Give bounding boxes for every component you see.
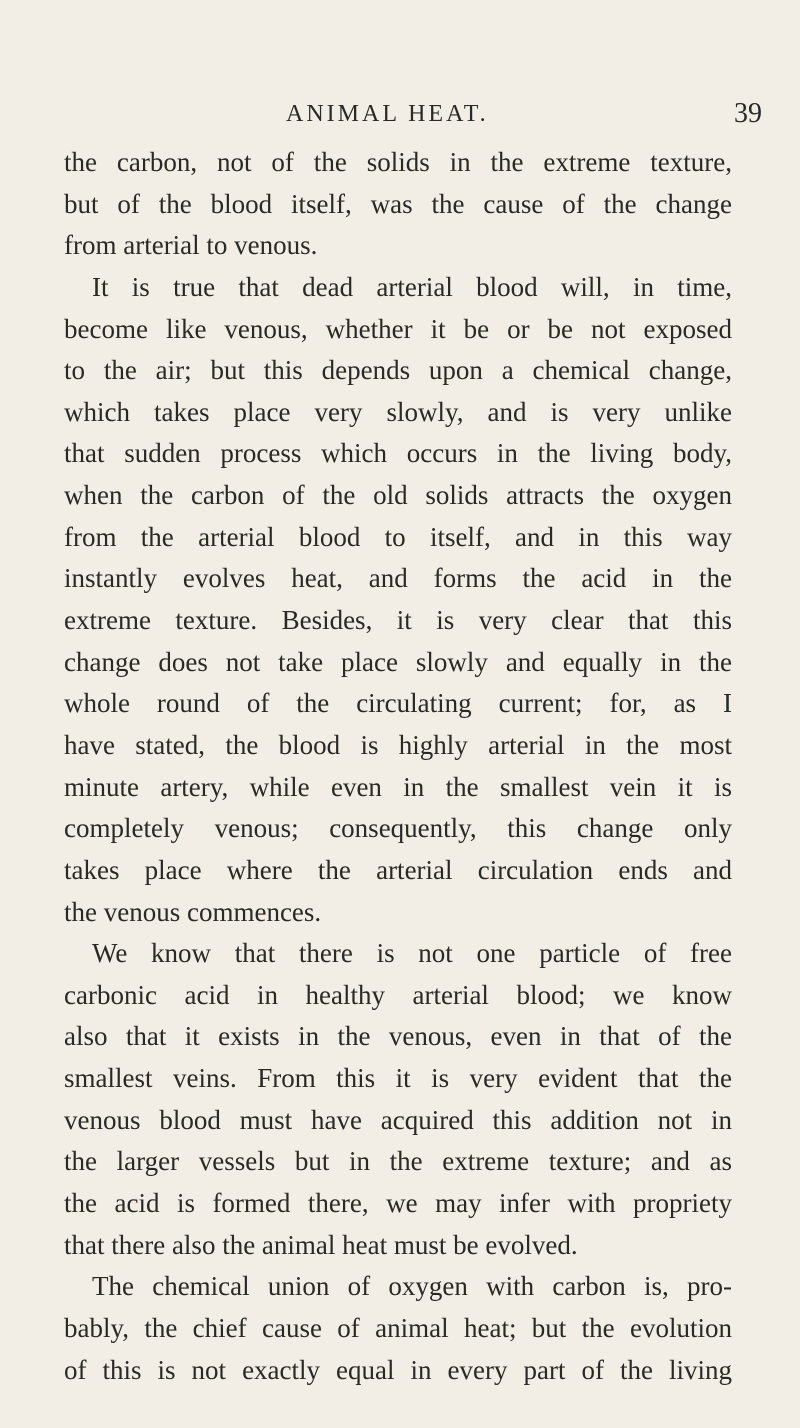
text-line: the carbon, not of the solids in the extreme texture,	[64, 147, 732, 177]
text-line: the acid is formed there, we may infer with propriety	[64, 1188, 732, 1219]
text-line: when the carbon of the old solids attracts the oxygen	[64, 480, 732, 511]
text-line: the venous commences.	[64, 896, 322, 927]
text-line: but of the blood itself, was the cause of the change	[64, 188, 732, 219]
text-line: that sudden process which occurs in the living body,	[64, 438, 732, 469]
page-number: 39	[734, 98, 762, 129]
paragraph-start-line: We know that there is not one particle of free	[92, 938, 732, 969]
text-line: change does not take place slowly and equally in the	[64, 646, 732, 677]
text-line: carbonic acid in healthy arterial blood; we know	[64, 979, 732, 1010]
text-line: minute artery, while even in the smallest vein it is	[64, 771, 732, 802]
text-line: that there also the animal heat must be evolved.	[64, 1229, 578, 1260]
body-text	[64, 142, 732, 1391]
running-head-title: ANIMAL HEAT.	[286, 101, 489, 127]
text-line: which takes place very slowly, and is very unlike	[64, 396, 732, 427]
text-line: completely venous; consequently, this change only	[64, 813, 732, 844]
text-line: venous blood must have acquired this addition not in	[64, 1104, 732, 1135]
text-line: smallest veins. From this it is very evident that the	[64, 1063, 732, 1094]
text-line: also that it exists in the venous, even in that of the	[64, 1021, 732, 1052]
text-line: become like venous, whether it be or be not exposed	[64, 313, 732, 344]
text-line: bably, the chief cause of animal heat; but the evolution	[64, 1312, 732, 1343]
paragraph-start-line: It is true that dead arterial blood will, in time,	[92, 271, 732, 302]
running-head	[0, 92, 800, 136]
text-line: whole round of the circulating current; for, as I	[64, 688, 732, 719]
text-line: from the arterial blood to itself, and in this way	[64, 521, 732, 552]
text-line: instantly evolves heat, and forms the acid in the	[64, 563, 732, 594]
text-line: have stated, the blood is highly arterial in the most	[64, 729, 732, 760]
text-line: from arterial to venous.	[64, 230, 318, 261]
text-line: the larger vessels but in the extreme texture; and as	[64, 1146, 732, 1177]
text-line: to the air; but this depends upon a chemical change,	[64, 355, 732, 386]
text-line: of this is not exactly equal in every part of the living	[64, 1354, 732, 1385]
text-line: takes place where the arterial circulation ends and	[64, 854, 732, 885]
text-line: extreme texture. Besides, it is very clear that this	[64, 605, 732, 636]
paragraph-start-line: The chemical union of oxygen with carbon is, pro-	[92, 1271, 732, 1302]
